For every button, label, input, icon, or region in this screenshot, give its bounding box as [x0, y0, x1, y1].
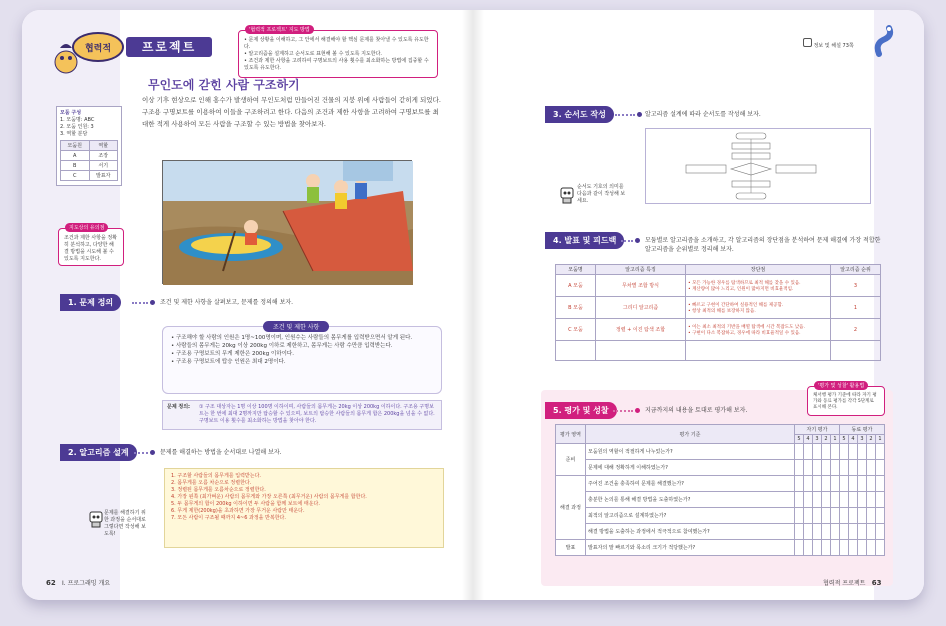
- guide-line-0: • 문제 상황을 이해하고, 그 안에서 해결해야 할 핵심 문제를 찾아낼 수 있도록 유도한다.: [244, 37, 429, 50]
- ev-criteria: 모둠원의 역할이 적절하게 나누었는가?: [586, 444, 795, 460]
- snake-mascot-icon: [873, 24, 899, 58]
- table-row: [556, 297, 881, 319]
- step5-dot: [635, 408, 640, 413]
- team-cell: C: [61, 171, 90, 181]
- feedback-table: [555, 264, 881, 361]
- step2-dots: [134, 452, 148, 454]
- conditions-box: [162, 326, 442, 394]
- team-cell: 서기: [89, 161, 118, 171]
- page-number-left: 62: [46, 579, 56, 587]
- fb-th-team: 모둠명: [556, 265, 596, 275]
- fb-th-feature: 알고리즘 특징: [596, 265, 686, 275]
- flowchart-area: [645, 128, 871, 204]
- fb-feature: 정렬 + 이진 탐색 조합: [596, 319, 686, 341]
- team-row-1: 2. 모둠 인원: 3: [60, 124, 94, 130]
- fb-feature: 그리디 알고리즘: [596, 297, 686, 319]
- table-row: [556, 492, 885, 508]
- step3-side-note: 순서도 기호의 의미를 다음과 같이 작성해 보세요.: [577, 184, 626, 204]
- evaluation-table: [555, 424, 885, 556]
- ev-scale: 2: [822, 435, 831, 444]
- ev-scale: 2: [867, 435, 876, 444]
- ev-area: 해결 과정: [556, 476, 586, 540]
- team-cell: A: [61, 151, 90, 161]
- algo-step-4: 5. 두 몸무게의 합이 200kg 이하이면 두 사람을 함께 보트에 태운다.: [171, 501, 320, 507]
- fb-empty: [596, 341, 686, 361]
- fb-feature: 무차별 조합 방식: [596, 275, 686, 297]
- fb-team: A 모둠: [556, 275, 596, 297]
- header-badge-label: 협력적: [84, 43, 112, 54]
- condition-1: • 사람들의 몸무게는 20kg 이상 200kg 이하로 제한하고, 몸무게는 사람 수만큼 입력받는다.: [171, 343, 393, 349]
- ev-criteria: 해결 방법을 도출하는 과정에서 적극적으로 참여했는가?: [586, 524, 795, 540]
- guide-box-label: '협력적 프로젝트' 지도 방법: [245, 25, 314, 34]
- step4-tag: 4. 발표 및 피드백: [545, 232, 624, 249]
- project-intro: 이상 기후 현상으로 인해 홍수가 발생하여 무인도처럼 만들어진 건물의 지붕 위에 사람들이 갇히게 되었다. 구조용 구명보트를 이용하여 이들을 구조하려고 한다. 다음의 조건과 제한 사항을 고려하여 구명보트를 최대한 적게 사용하여 모든 사람을 구조할 수 있는 방법을 찾아보자.: [142, 96, 441, 128]
- right-page: [473, 10, 924, 600]
- robot-icon: [88, 510, 104, 528]
- step4-instruction: 모둠별로 알고리즘을 소개하고, 각 알고리즘의 장단점을 분석하여 문제 해결에 가장 적합한 알고리즘을 순위별로 정리해 보자.: [645, 237, 881, 253]
- table-row: [61, 161, 118, 171]
- fb-rank: 3: [831, 275, 881, 297]
- step3-tag: 3. 순서도 작성: [545, 106, 614, 123]
- project-title: 무인도에 갇힌 사람 구조하기: [148, 78, 300, 92]
- algo-step-6: 7. 모든 사람이 구조될 때까지 4~6 과정을 반복한다.: [171, 515, 286, 521]
- header-badge: [72, 32, 124, 62]
- robot-icon-2: [559, 186, 575, 204]
- ev-criteria: 발표자의 말 빠르기와 목소리 크기가 적당했는가?: [586, 540, 795, 556]
- ev-criteria: 최적의 알고리즘으로 설계하였는가?: [586, 508, 795, 524]
- team-cell: 발표자: [89, 171, 118, 181]
- page-number-right: 63: [871, 579, 882, 587]
- ev-scale: 3: [813, 435, 822, 444]
- algorithm-steps-box: [164, 468, 444, 548]
- table-row: [556, 524, 885, 540]
- condition-3: • 구조용 구명보트에 탑승 인원은 최대 2명이다.: [171, 359, 286, 365]
- team-cell: 조장: [89, 151, 118, 161]
- team-heading: 모둠 구성: [60, 110, 82, 116]
- step1-instruction: 조건 및 제한 사항을 살펴보고, 문제를 정의해 보자.: [160, 299, 294, 306]
- fb-rank: 1: [831, 297, 881, 319]
- table-row: [556, 444, 885, 460]
- team-cell: B: [61, 161, 90, 171]
- fb-rank: 2: [831, 319, 881, 341]
- step2-instruction: 문제를 해결하는 방법을 순서대로 나열해 보자.: [160, 449, 282, 456]
- header-title: [126, 37, 212, 57]
- step1-tag: 1. 문제 정의: [60, 294, 121, 311]
- table-row: [556, 476, 885, 492]
- step3-instruction: 알고리즘 설계에 따라 순서도를 작성해 보자.: [645, 111, 761, 118]
- step5-instruction: 지금까지의 내용을 토대로 평가해 보자.: [645, 407, 748, 414]
- fb-team: B 모둠: [556, 297, 596, 319]
- fb-empty: [556, 341, 596, 361]
- ev-th-peer: 동료 평가: [840, 425, 885, 435]
- step3-dot: [637, 112, 642, 117]
- table-row: [61, 151, 118, 161]
- footer-right-text: 협력적 프로젝트: [823, 580, 866, 587]
- step1-dots: [132, 302, 148, 304]
- step2-tag: 2. 알고리즘 설계: [60, 444, 137, 461]
- step5-tag: 5. 평가 및 성찰: [545, 402, 617, 419]
- fb-empty: [686, 341, 831, 361]
- ev-criteria: 문제에 대해 정확하게 이해하였는가?: [586, 460, 795, 476]
- step3-dots: [615, 114, 635, 116]
- ev-scale: 3: [858, 435, 867, 444]
- table-row: [61, 171, 118, 181]
- definition-label: 문제 정의:: [167, 404, 191, 410]
- step2-dot: [150, 450, 155, 455]
- table-row: [556, 540, 885, 556]
- footer-left: [46, 578, 110, 587]
- footer-right: [823, 578, 881, 587]
- fb-proscons: • 이는 최소 최적의 기반을 배열 탐색에 시간 복잡도도 낮음. • 구현이 다소 복잡하고, 경우에 따라 비효율적일 수 있음.: [686, 319, 831, 341]
- algo-step-3: 4. 가장 왼쪽 (최가벼운) 사람의 몸무게와 가장 오른쪽 (최무거운) 사람의 몸무게를 합한다.: [171, 494, 367, 500]
- table-row: [556, 319, 881, 341]
- textbook-spread: [22, 10, 924, 600]
- table-row: [556, 508, 885, 524]
- team-row-2: 3. 역할 분담: [60, 131, 88, 137]
- fb-proscons: • 모든 가능한 경우를 탐색하므로 최적 해를 찾을 수 있음. • 계산량이 많아 느리고, 인원이 많아지면 비효율적임.: [686, 275, 831, 297]
- ev-criteria: 충분한 논의를 통해 해결 방법을 도출하였는가?: [586, 492, 795, 508]
- guide-line-1: • 알고리즘을 설계하고 순서도로 표현해 볼 수 있도록 지도한다.: [244, 51, 383, 57]
- team-th-member: 모둠원: [61, 141, 90, 151]
- book-icon: [803, 38, 812, 47]
- fb-team: C 모둠: [556, 319, 596, 341]
- step4-dot: [635, 238, 640, 243]
- left-page: [22, 10, 473, 600]
- evaluation-note-label: '평가 및 성찰' 활용법: [814, 381, 868, 390]
- fb-empty: [831, 341, 881, 361]
- fb-th-rank: 알고리즘 순위: [831, 265, 881, 275]
- ev-scale: 1: [876, 435, 885, 444]
- chapter-ref-text: 정보 및 해설 73쪽: [813, 43, 854, 49]
- guide-box: [238, 27, 438, 78]
- step5-dots: [613, 410, 633, 412]
- tip-box-label: 지도상의 유의점: [65, 223, 108, 232]
- evaluation-note: [807, 383, 885, 416]
- fb-proscons: • 빠르고 구현이 간단하여 실용적인 해를 제공함. • 항상 최적의 해를 보장하지 않음.: [686, 297, 831, 319]
- guide-line-2: • 조건과 제한 사항을 고려하여 구명보트의 사용 횟수를 최소화하는 방법에 집중할 수 있도록 유도한다.: [244, 58, 429, 71]
- ev-scale: 1: [831, 435, 840, 444]
- ev-th-criteria: 평가 기준: [586, 425, 795, 444]
- ev-scale: 5: [840, 435, 849, 444]
- conditions-title: 조건 및 제한 사항: [263, 321, 329, 332]
- definition-box: [162, 400, 442, 430]
- chapter-ref: [803, 38, 854, 50]
- team-table: [60, 140, 118, 181]
- table-row: [556, 460, 885, 476]
- condition-0: • 구조해야 할 사람의 인원은 1명~100명이며, 인원수는 사람들의 몸무게를 입력받으면서 알게 된다.: [171, 335, 413, 341]
- team-th-role: 역할: [89, 141, 118, 151]
- tip-box: [58, 225, 124, 266]
- ev-scale: 5: [795, 435, 804, 444]
- ev-criteria: 주어진 조건을 충족하여 문제를 해결했는가?: [586, 476, 795, 492]
- tip-box-text: 조건과 제한 사항을 정확히 분석하고, 다양한 해결 방법을 시도해 볼 수 있도록 지도한다.: [64, 235, 118, 262]
- team-row-0: 1. 모둠명: ABC: [60, 117, 95, 123]
- footer-left-text: I. 프로그래밍 개요: [61, 580, 111, 587]
- ev-scale: 4: [804, 435, 813, 444]
- ev-area: 준비: [556, 444, 586, 476]
- fb-th-proscons: 장단점: [686, 265, 831, 275]
- ev-area: 발표: [556, 540, 586, 556]
- step4-dots: [621, 240, 633, 242]
- team-box: [56, 106, 122, 186]
- ev-scale: 4: [849, 435, 858, 444]
- algo-step-0: 1. 구조할 사람들의 몸무게를 입력받는다.: [171, 473, 261, 479]
- definition-text: ① 구조 대상자는 1명 이상 100명 이하이며, 사람들의 몸무게는 20kg 이상 200kg 이하이다. 구조용 구명보트는 한 번에 최대 2명까지만 탑승할 수 있으며, 보트의 탑승한 사람들의 몸무게 합은 200kg을 넘을 수 없다. 구명보트 이용 횟수를 최소화하는 방법을 찾아야 한다.: [199, 404, 435, 424]
- step1-dot: [150, 300, 155, 305]
- flood-illustration: [162, 160, 412, 284]
- table-row: [556, 341, 881, 361]
- ev-th-self: 자기 평가: [795, 425, 840, 435]
- evaluation-note-text: 체서행 평가 기준에 따라 자기 평가와 동료 평가를 각각 5단계로 표시해 본다.: [813, 393, 877, 410]
- condition-2: • 구조용 구명보트의 무게 제한은 200kg 이하이다.: [171, 351, 294, 357]
- ev-th-area: 평가 영역: [556, 425, 586, 444]
- header-title-text: 프로젝트: [141, 40, 197, 54]
- step2-side-note: 문제를 해결하기 위한 과정을 순서대로 그렇다면 작성해 보도록!: [104, 510, 146, 537]
- algo-step-2: 3. 정렬된 몸무게를 오름차순으로 정렬한다.: [171, 487, 266, 493]
- algo-step-1: 2. 몸무게를 오름 차순으로 정렬한다.: [171, 480, 252, 486]
- algo-step-5: 6. 무게 제한(200kg)을 초과하면 가장 무거운 사람만 태운다.: [171, 508, 305, 514]
- table-row: [556, 275, 881, 297]
